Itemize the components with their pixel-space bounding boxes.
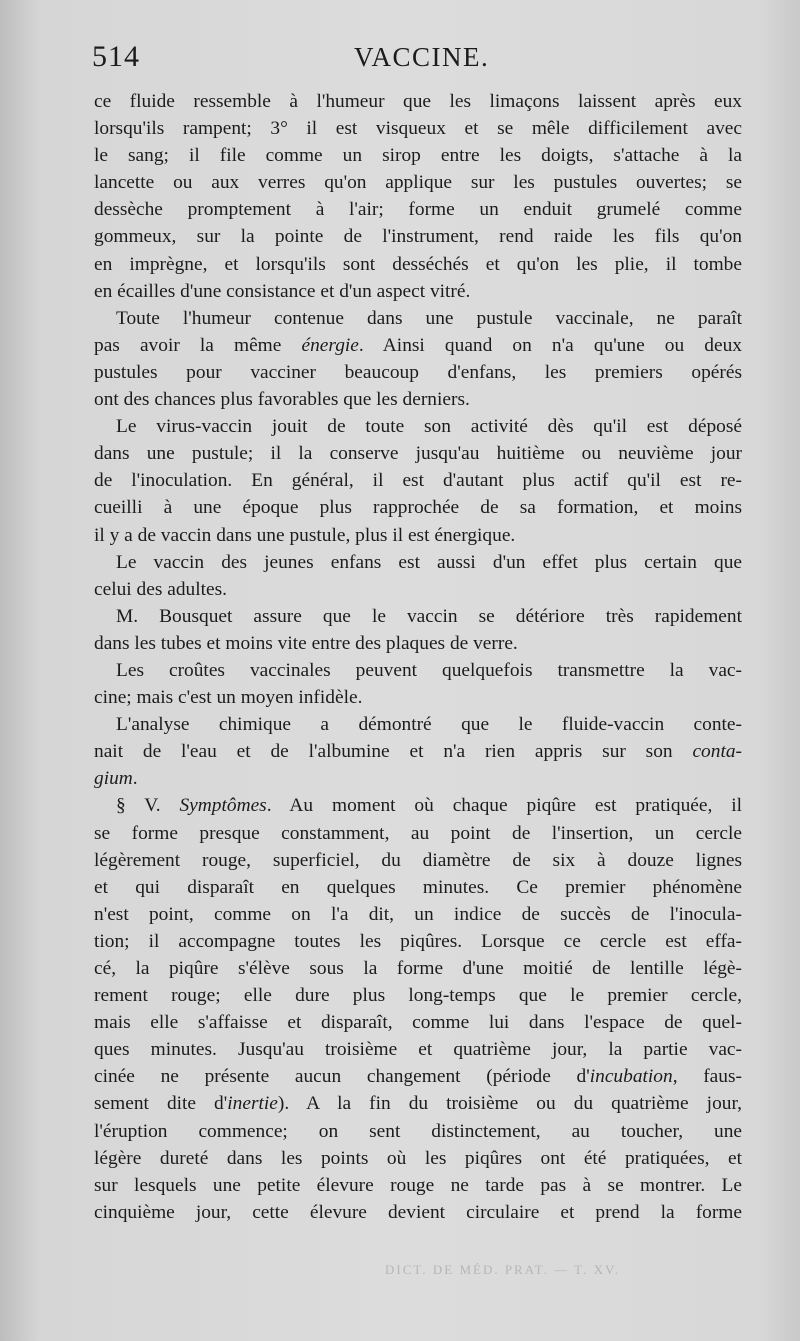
text-line: rement rouge; elle dure plus long-temps que le premier cercle, <box>94 985 742 1007</box>
text-line: cine; mais c'est un moyen infidèle. <box>94 687 363 709</box>
text-line: lancette ou aux verres qu'on applique sur les pustules ouvertes; se <box>94 172 742 194</box>
text-line: n'est point, comme on l'a dit, un indice de succès de l'inocula- <box>94 903 742 925</box>
text-line: ont des chances plus favorables que les derniers. <box>94 389 470 411</box>
text-line: pas avoir la même énergie. Ainsi quand on n'a qu'une ou deux <box>94 334 742 356</box>
running-title: VACCINE. <box>354 42 490 72</box>
text-line: légèrement rouge, superficiel, du diamètre de six à douze lignes <box>94 849 742 871</box>
text-line: de l'inoculation. En général, il est d'autant plus actif qu'il est re- <box>94 470 742 492</box>
text-line: cé, la piqûre s'élève sous la forme d'une moitié de lentille légè- <box>94 958 742 979</box>
text-line: gium. <box>94 768 138 790</box>
text-line: en écailles d'une consistance et d'un aspect vitré. <box>94 280 471 302</box>
text-line: et qui disparaît en quelques minutes. Ce premier phénomène <box>94 876 742 898</box>
text-line: cinée ne présente aucun changement (période d'incubation, faus- <box>94 1066 742 1088</box>
text-line: il y a de vaccin dans une pustule, plus il est énergique. <box>94 524 516 546</box>
text-line: se forme presque constamment, au point de l'insertion, un cercle <box>94 822 742 844</box>
text-line: pustules pour vacciner beaucoup d'enfans, les premiers opérés <box>94 361 742 383</box>
text-line: Les croûtes vaccinales peuvent quelquefois transmettre la vac- <box>116 659 742 681</box>
text-line: le sang; il file comme un sirop entre les doigts, s'attache à la <box>94 145 742 167</box>
text-line: sement dite d'inertie). A la fin du troisième ou du quatrième jour, <box>94 1093 742 1115</box>
text-line: légère dureté dans les points où les piqûres ont été pratiquées, et <box>94 1147 742 1169</box>
text-line: L'analyse chimique a démontré que le fluide-vaccin conte- <box>116 714 742 736</box>
text-line: § V. Symptômes. Au moment où chaque piqûre est pratiquée, il <box>116 795 742 817</box>
text-line: M. Bousquet assure que le vaccin se détériore très rapidement <box>116 605 742 627</box>
text-line: tion; il accompagne toutes les piqûres. Lorsque ce cercle est effa- <box>94 930 742 952</box>
body-text <box>94 88 742 1226</box>
text-line: gommeux, sur la pointe de l'instrument, rend raide les fils qu'on <box>94 226 742 248</box>
text-line: dessèche promptement à l'air; forme un enduit grumelé comme <box>94 199 742 221</box>
text-line: celui des adultes. <box>94 578 227 600</box>
text-line: dans les tubes et moins vite entre des plaques de verre. <box>94 632 518 654</box>
text-line: cinquième jour, cette élevure devient circulaire et prend la forme <box>94 1201 742 1223</box>
page-header <box>92 40 742 82</box>
text-line: cueilli à une époque plus rapprochée de sa formation, et moins <box>94 497 742 519</box>
text-line: l'éruption commence; on sent distinctement, au toucher, une <box>94 1120 742 1142</box>
text-line: nait de l'eau et de l'albumine et n'a rien appris sur son conta- <box>94 741 742 763</box>
text-line: ce fluide ressemble à l'humeur que les limaçons laissent après eux <box>94 91 742 112</box>
text-line: mais elle s'affaisse et disparaît, comme lui dans l'espace de quel- <box>94 1012 742 1034</box>
text-line: lorsqu'ils rampent; 3° il est visqueux et se mêle difficilement avec <box>94 118 742 140</box>
bleed-through-signature: DICT. DE MÉD. PRAT. — T. XV. <box>385 1262 620 1277</box>
page-number: 514 <box>92 40 140 73</box>
text-line: en imprègne, et lorsqu'ils sont desséchés et qu'on les plie, il tombe <box>94 253 742 275</box>
text-line: Toute l'humeur contenue dans une pustule vaccinale, ne paraît <box>116 307 742 329</box>
text-line: Le virus-vaccin jouit de toute son activité dès qu'il est déposé <box>116 416 742 438</box>
text-line: sur lesquels une petite élevure rouge ne tarde pas à se montrer. Le <box>94 1174 742 1196</box>
text-line: Le vaccin des jeunes enfans est aussi d'un effet plus certain que <box>116 551 742 573</box>
text-line: dans une pustule; il la conserve jusqu'au huitième ou neuvième jour <box>94 443 742 465</box>
text-line: ques minutes. Jusqu'au troisième et quatrième jour, la partie vac- <box>94 1039 742 1061</box>
